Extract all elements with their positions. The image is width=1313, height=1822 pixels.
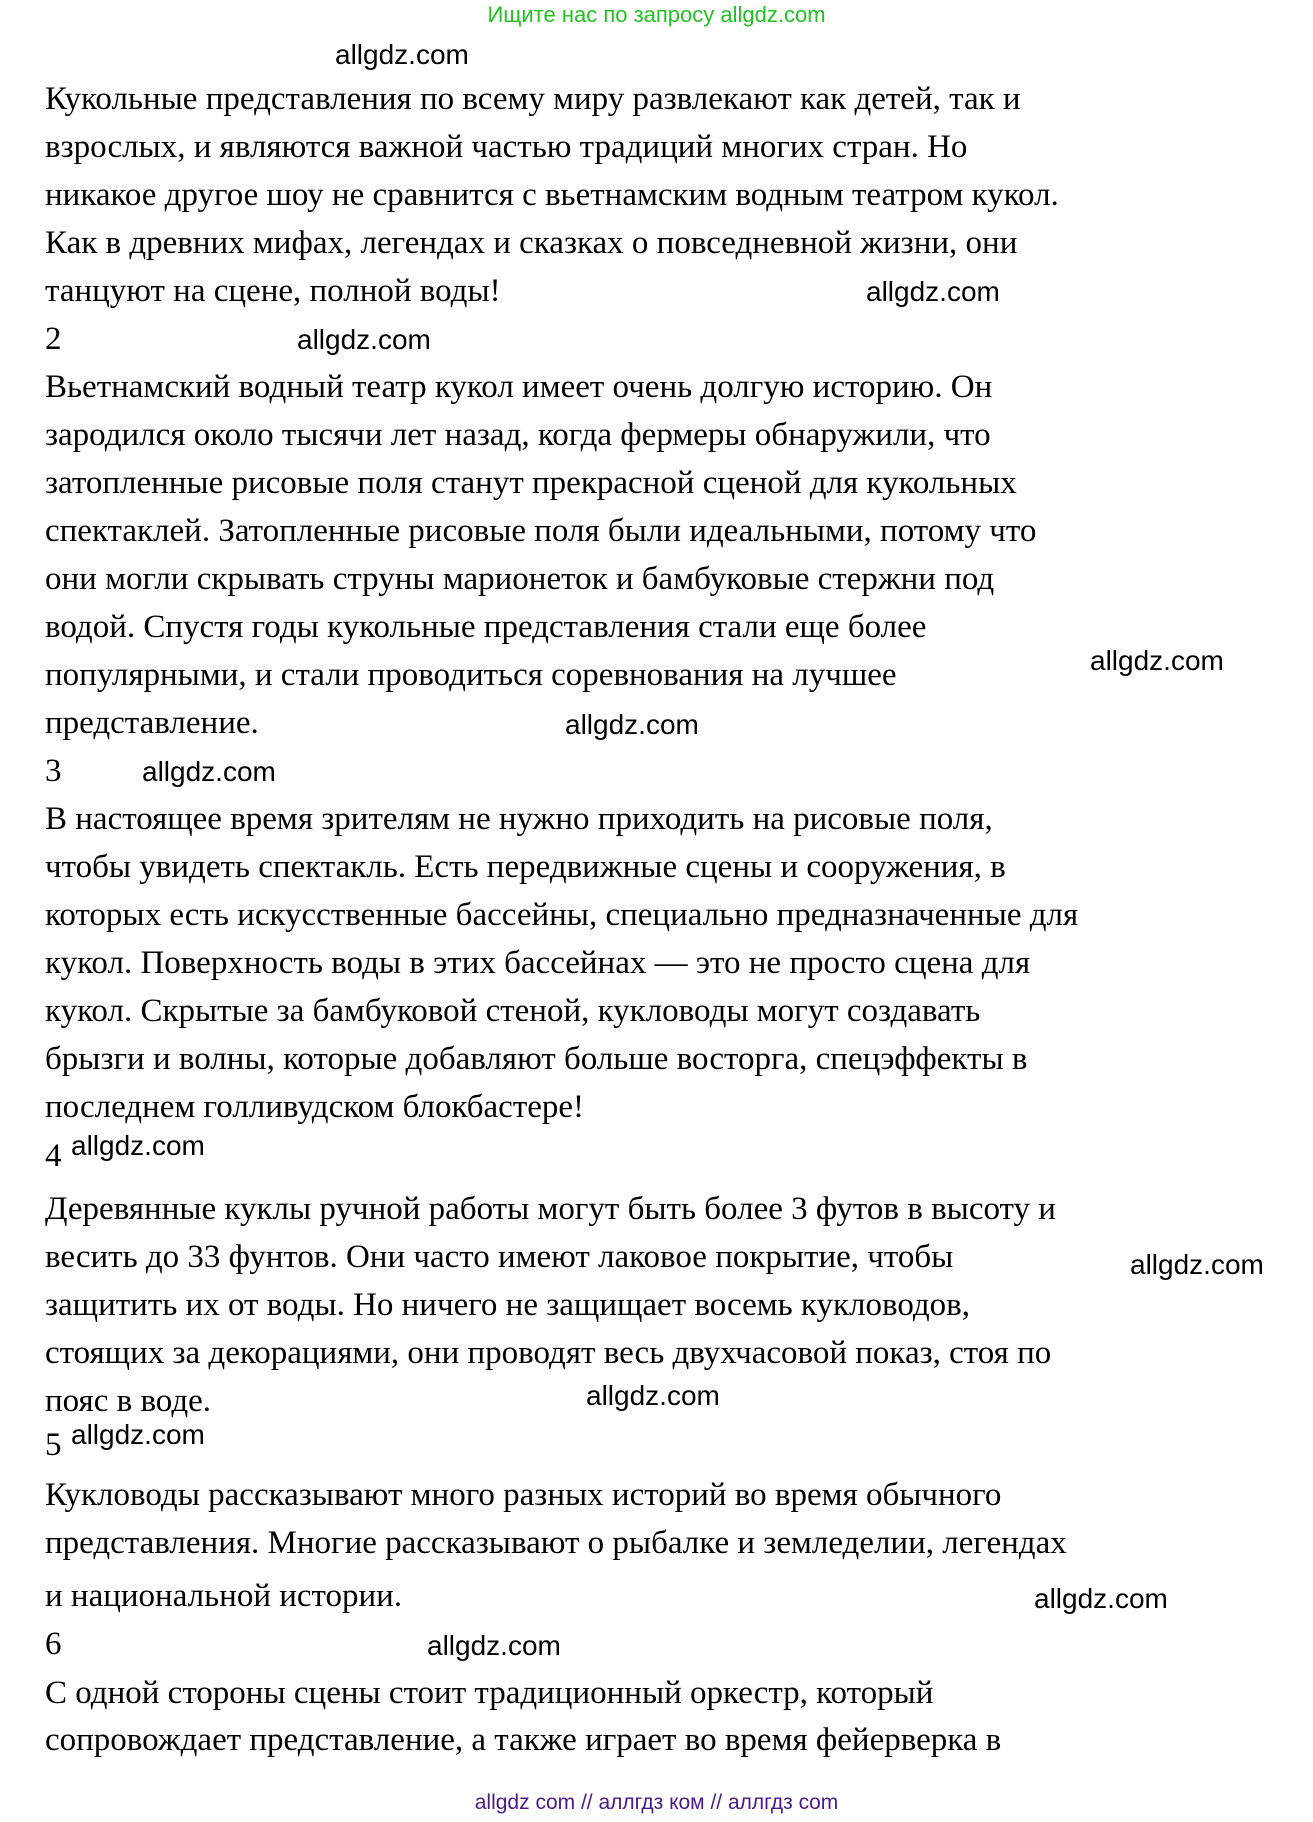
text-line: представление. bbox=[45, 705, 259, 741]
watermark: allgdz.com bbox=[1130, 1249, 1264, 1280]
text-line: спектаклей. Затопленные рисовые поля были идеальными, потому что bbox=[45, 513, 1037, 549]
text-line: брызги и волны, которые добавляют больше восторга, спецэффекты в bbox=[45, 1041, 1028, 1077]
watermark: allgdz.com bbox=[1034, 1583, 1168, 1614]
watermark: allgdz.com bbox=[586, 1380, 720, 1411]
text-line: представления. Многие рассказывают о рыбалке и земледелии, легендах bbox=[45, 1525, 1067, 1561]
text-line: популярными, и стали проводиться соревнования на лучшее bbox=[45, 657, 897, 693]
section-number: 3 bbox=[45, 753, 62, 789]
text-line: никакое другое шоу не сравнится с вьетнамским водным театром кукол. bbox=[45, 177, 1059, 213]
text-line: С одной стороны сцены стоит традиционный оркестр, который bbox=[45, 1675, 934, 1711]
text-line: кукол. Поверхность воды в этих бассейнах — это не просто сцена для bbox=[45, 945, 1031, 981]
text-line: Кукольные представления по всему миру развлекают как детей, так и bbox=[45, 81, 1021, 117]
section-number: 4 bbox=[45, 1138, 62, 1174]
watermark: allgdz.com bbox=[335, 39, 469, 70]
text-line: чтобы увидеть спектакль. Есть передвижные сцены и сооружения, в bbox=[45, 849, 1006, 885]
text-line: кукол. Скрытые за бамбуковой стеной, кукловоды могут создавать bbox=[45, 993, 981, 1029]
section-number: 5 bbox=[45, 1427, 62, 1463]
text-line: последнем голливудском блокбастере! bbox=[45, 1089, 585, 1125]
text-line: сопровождает представление, а также играет во время фейерверка в bbox=[45, 1722, 1002, 1758]
text-line: Кукловоды рассказывают много разных историй во время обычного bbox=[45, 1477, 1002, 1513]
watermark: allgdz.com bbox=[565, 709, 699, 740]
search-hint-header: Ищите нас по запросу allgdz.com bbox=[487, 2, 826, 27]
watermark: allgdz.com bbox=[866, 276, 1000, 307]
text-line: танцуют на сцене, полной воды! bbox=[45, 273, 501, 309]
text-line: зародился около тысячи лет назад, когда фермеры обнаружили, что bbox=[45, 417, 991, 453]
watermark: allgdz.com bbox=[427, 1630, 561, 1661]
watermark: allgdz.com bbox=[297, 324, 431, 355]
text-line: Как в древних мифах, легендах и сказках о повседневной жизни, они bbox=[45, 225, 1018, 261]
watermark: allgdz.com bbox=[142, 756, 276, 787]
watermark: allgdz.com bbox=[71, 1130, 205, 1161]
text-line: водой. Спустя годы кукольные представления стали еще более bbox=[45, 609, 927, 645]
text-line: весить до 33 фунтов. Они часто имеют лаковое покрытие, чтобы bbox=[45, 1239, 954, 1275]
text-line: которых есть искусственные бассейны, специально предназначенные для bbox=[45, 897, 1079, 933]
section-number: 2 bbox=[45, 321, 62, 357]
text-line: взрослых, и являются важной частью традиций многих стран. Но bbox=[45, 129, 968, 165]
text-line: пояс в воде. bbox=[45, 1383, 212, 1419]
section-number: 6 bbox=[45, 1626, 62, 1662]
text-line: В настоящее время зрителям не нужно приходить на рисовые поля, bbox=[45, 801, 993, 837]
text-line: Деревянные куклы ручной работы могут быть более 3 футов в высоту и bbox=[45, 1191, 1056, 1227]
text-line: и национальной истории. bbox=[45, 1578, 403, 1614]
text-line: стоящих за декорациями, они проводят весь двухчасовой показ, стоя по bbox=[45, 1335, 1052, 1371]
text-line: они могли скрывать струны марионеток и бамбуковые стержни под bbox=[45, 561, 995, 597]
watermark: allgdz.com bbox=[71, 1419, 205, 1450]
site-footer-links: allgdz com // аллгдз ком // аллгдз com bbox=[474, 1791, 839, 1814]
text-line: защитить их от воды. Но ничего не защищает восемь кукловодов, bbox=[45, 1287, 971, 1323]
text-line: затопленные рисовые поля станут прекрасной сценой для кукольных bbox=[45, 465, 1017, 501]
watermark: allgdz.com bbox=[1090, 645, 1224, 676]
text-line: Вьетнамский водный театр кукол имеет очень долгую историю. Он bbox=[45, 369, 993, 405]
